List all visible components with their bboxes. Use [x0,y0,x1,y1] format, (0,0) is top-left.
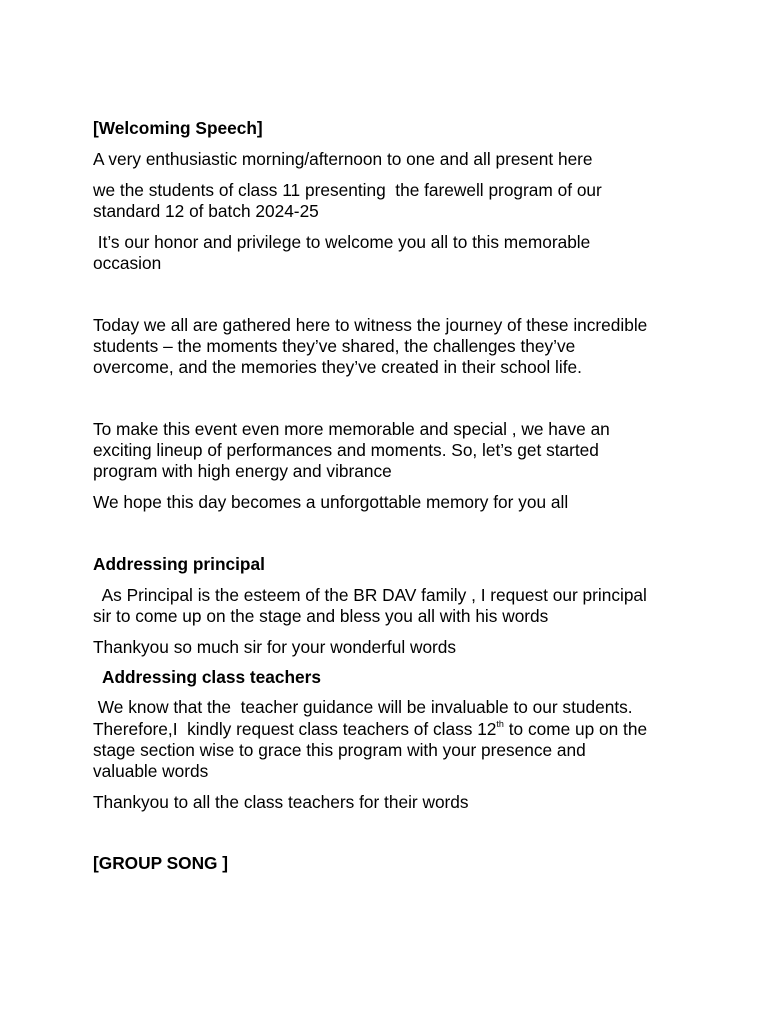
paragraph-journey-line-3: overcome, and the memories they’ve created in their school life. [93,357,582,377]
heading-addressing-class-teachers: Addressing class teachers [93,667,321,687]
paragraph-lineup-line-1: To make this event even more memorable and special , we have an [93,419,610,439]
paragraph-teachers-line-4: valuable words [93,761,209,781]
paragraph-principal-line-1: As Principal is the esteem of the BR DAV family , I request our principal [93,585,647,605]
paragraph-memory: We hope this day becomes a unforgottable memory for you all [93,492,569,512]
paragraph-teachers-line-2-end: to come up on the [503,719,648,739]
ordinal-superscript: th [496,719,504,730]
heading-group-song: [GROUP SONG ] [93,853,229,873]
heading-addressing-principal: Addressing principal [93,554,265,574]
paragraph-lineup-line-2: exciting lineup of performances and moments. So, let’s get started [93,440,599,460]
paragraph-teachers-line-3: stage section wise to grace this program with your presence and [93,740,586,760]
paragraph-principal-line-2: sir to come up on the stage and bless you all with his words [93,606,549,626]
paragraph-teachers-line-1: We know that the teacher guidance will be invaluable to our students. [93,697,633,717]
paragraph-thank-principal: Thankyou so much sir for your wonderful words [93,637,457,657]
paragraph-greeting: A very enthusiastic morning/afternoon to one and all present here [93,149,593,169]
paragraph-teachers-line-2 [93,719,647,740]
paragraph-lineup-line-3: program with high energy and vibrance [93,461,392,481]
paragraph-journey-line-1: Today we all are gathered here to witness the journey of these incredible [93,315,648,335]
paragraph-honor-line-2: occasion [93,253,162,273]
paragraph-thank-teachers: Thankyou to all the class teachers for their words [93,792,469,812]
paragraph-honor-line-1: It’s our honor and privilege to welcome you all to this memorable [93,232,591,252]
paragraph-presenting-line-2: standard 12 of batch 2024-25 [93,201,319,221]
paragraph-journey-line-2: students – the moments they’ve shared, the challenges they’ve [93,336,576,356]
heading-welcoming-speech: [Welcoming Speech] [93,118,263,138]
paragraph-presenting-line-1: we the students of class 11 presenting the farewell program of our [93,180,602,200]
paragraph-teachers-line-2-start: Therefore,I kindly request class teachers of class 12 [93,719,497,739]
